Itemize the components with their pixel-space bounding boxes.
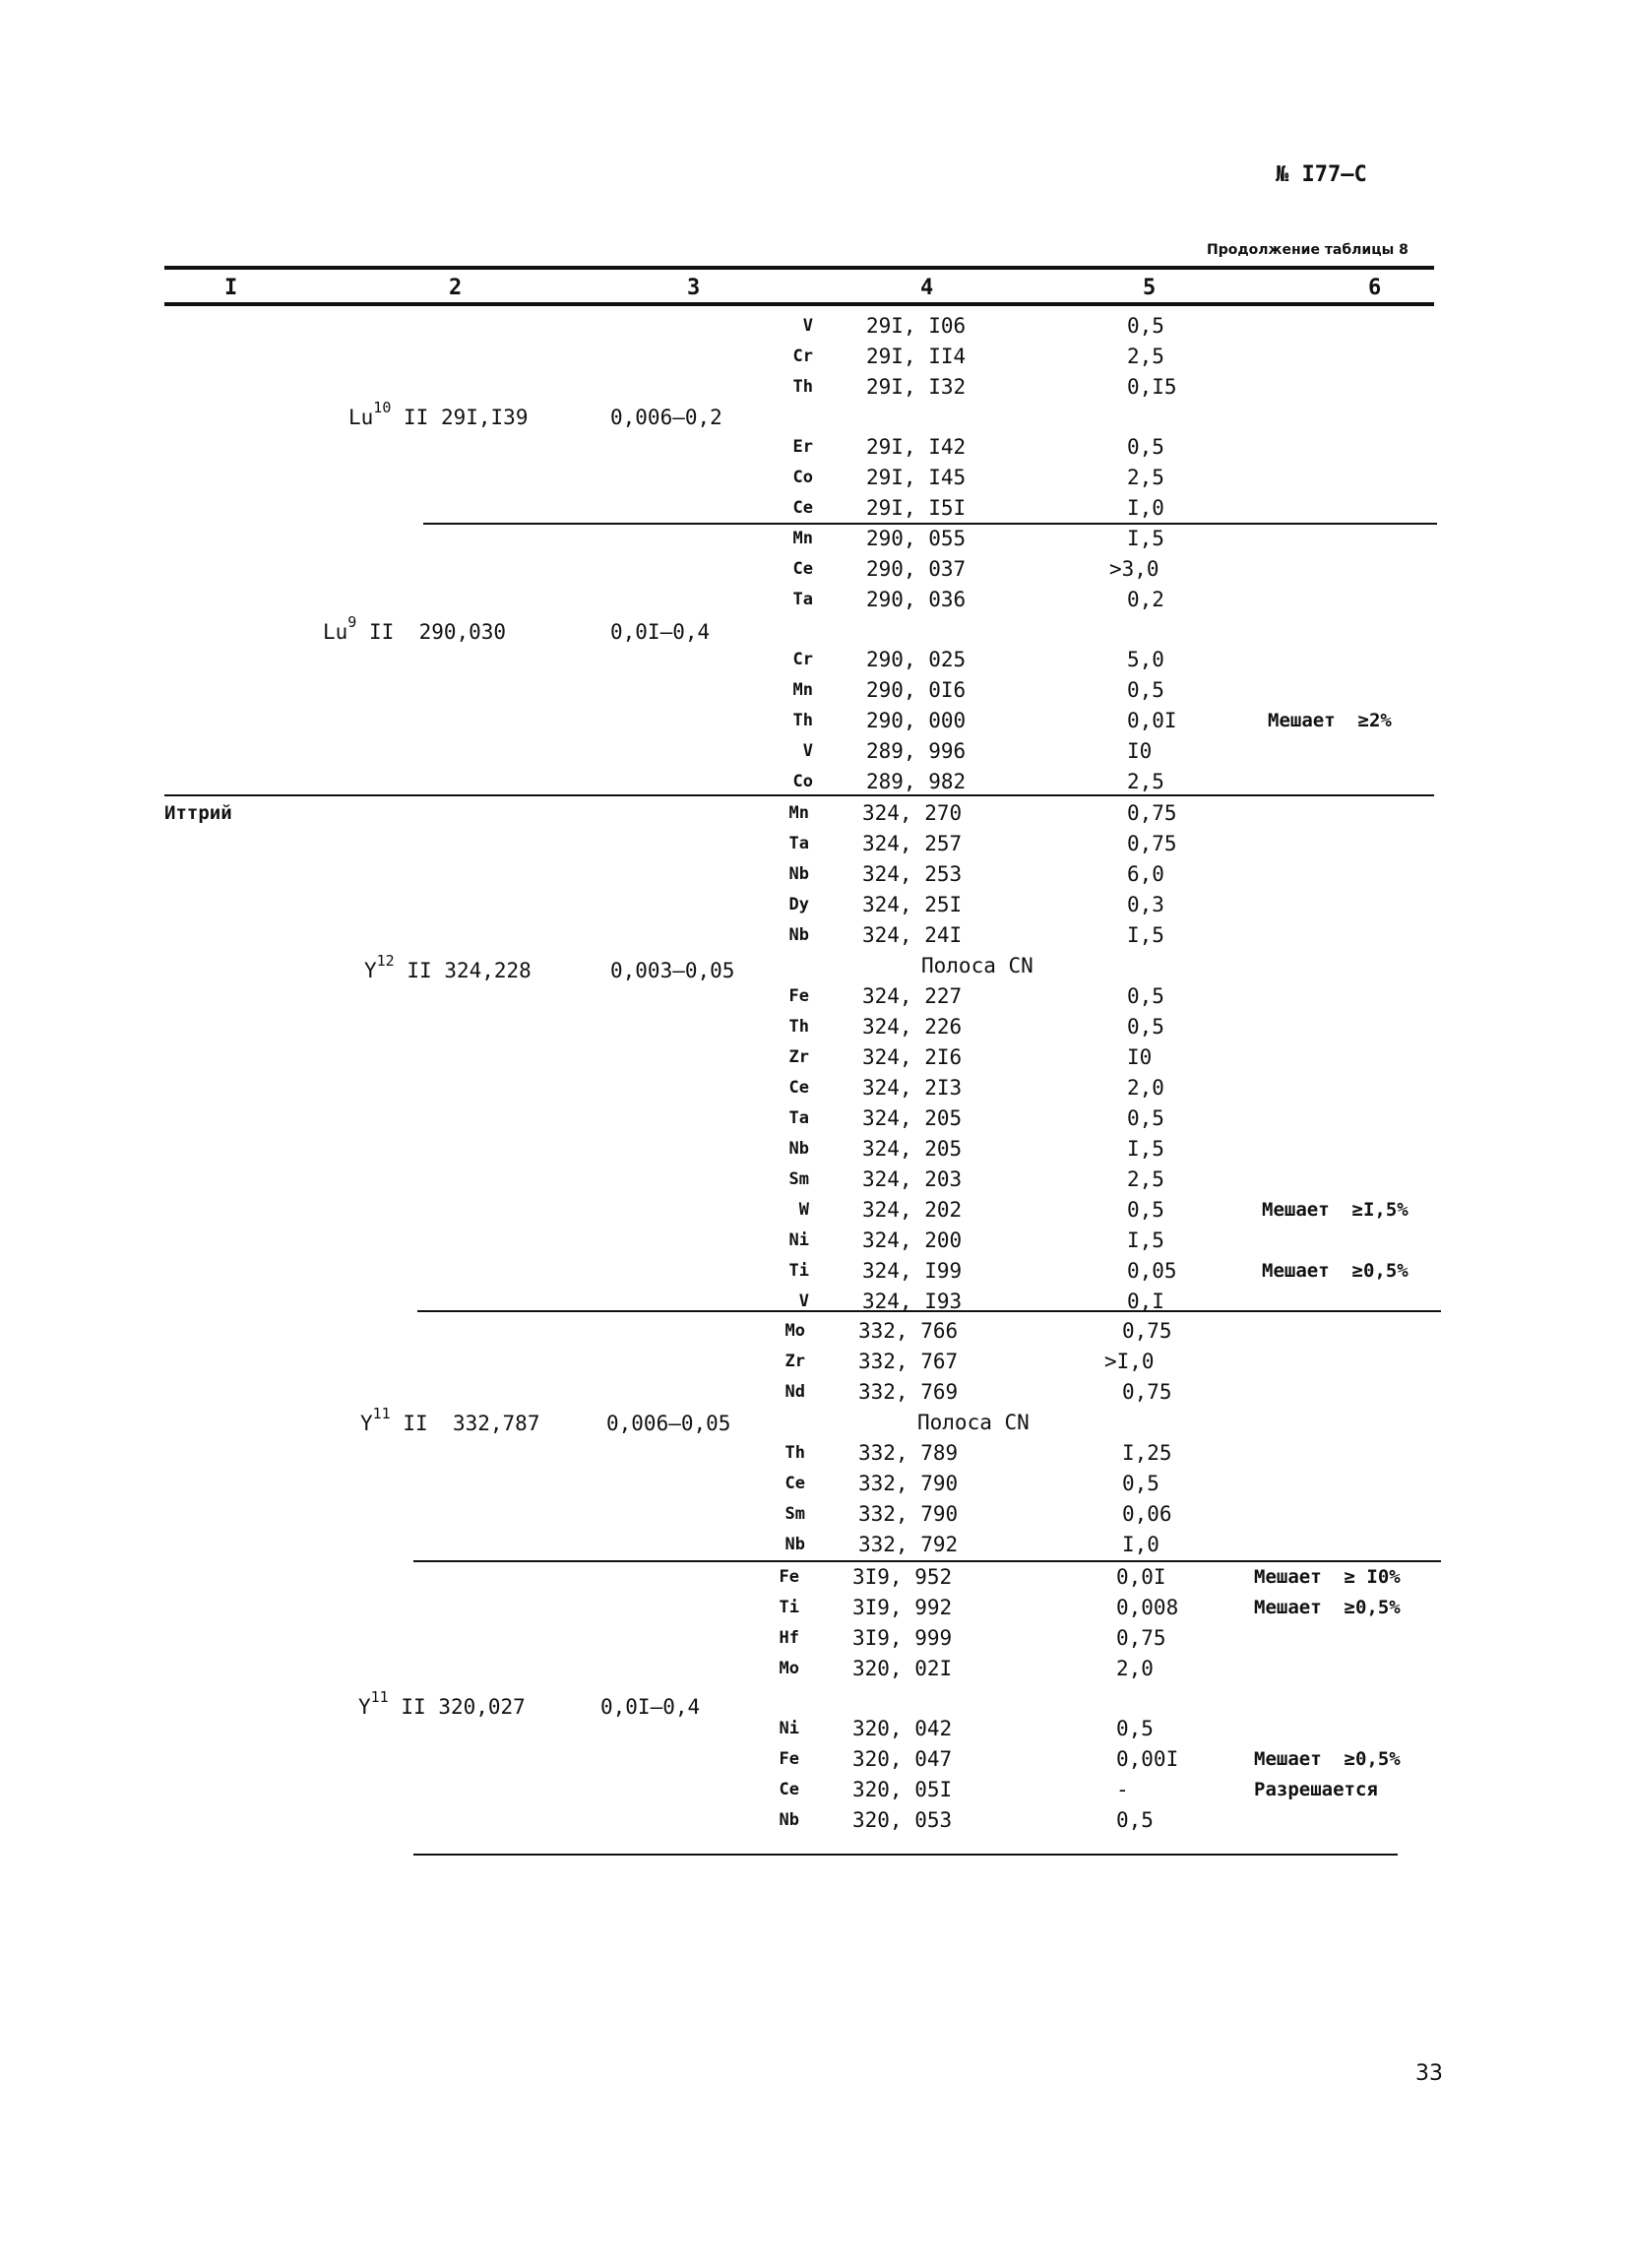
interfering-element: Nb [788,864,809,884]
interfering-wavelength: 3I9, 992 [852,1596,953,1619]
interfering-element: Fe [779,1749,799,1769]
header-bottom-rule [164,302,1434,306]
column-5-value: 0,I5 [1127,375,1177,399]
analytical-line [360,1404,539,1437]
interfering-wavelength: 324, 2I6 [862,1045,963,1069]
line-isotope: 9 [347,613,357,631]
interfering-wavelength: 324, 270 [862,801,963,825]
line-element: Y [360,1412,373,1435]
interfering-wavelength: 3I9, 952 [852,1565,953,1589]
column-5-value: 5,0 [1127,648,1164,671]
interfering-wavelength: 324, I93 [862,1290,963,1313]
line-ion: II [368,620,395,644]
note: Мешает ≥2% [1268,710,1392,731]
interfering-wavelength: 324, 253 [862,862,963,886]
interfering-wavelength: 320, 047 [852,1747,953,1771]
note: Мешает ≥ I0% [1254,1566,1401,1588]
column-header-6: 6 [1368,276,1382,300]
concentration-range: 0,0I–0,4 [610,620,711,644]
interfering-element: Th [792,377,813,397]
column-5-value: 0,5 [1127,1198,1164,1222]
interfering-element: Nb [788,1139,809,1159]
interfering-element: Sm [788,1169,809,1189]
interfering-element: Dy [788,895,809,914]
interfering-wavelength: 320, 02I [852,1657,953,1680]
column-5-value: 0,0I [1116,1565,1166,1589]
column-5-value: 0,0I [1127,709,1177,732]
analytical-line [323,612,506,646]
column-5-value: I,5 [1127,923,1164,947]
interfering-element: Ti [779,1598,799,1617]
line-isotope: 11 [372,1405,391,1422]
line-element: Y [358,1695,371,1719]
table-continuation-caption: Продолжение таблицы 8 [1207,242,1409,258]
interfering-wavelength: 332, 767 [858,1350,959,1373]
concentration-range: 0,0I–0,4 [600,1695,701,1719]
column-5-value: 0,5 [1127,435,1164,459]
line-wavelength: 29I,I39 [440,406,529,429]
column-5-value: 2,5 [1127,345,1164,368]
interfering-element: Mn [792,680,813,700]
interfering-element: Fe [788,986,809,1006]
column-header-1: I [224,276,238,300]
column-5-value: 0,5 [1127,1106,1164,1130]
table-top-rule [164,266,1434,270]
note: Мешает ≥I,5% [1262,1199,1409,1221]
column-5-value: >3,0 [1109,557,1159,581]
interfering-wavelength: 290, 036 [866,588,967,611]
column-5-value: 2,5 [1127,1167,1164,1191]
line-ion: II [404,406,429,429]
interfering-wavelength: 324, 200 [862,1228,963,1252]
section-rule [164,794,1434,796]
interfering-wavelength: 290, 000 [866,709,967,732]
interfering-wavelength: 29I, I32 [866,375,967,399]
interfering-wavelength: 290, 055 [866,527,967,550]
line-ion: II [403,1412,428,1435]
analytical-line [358,1687,526,1721]
interfering-wavelength: 324, 203 [862,1167,963,1191]
interfering-wavelength: 332, 790 [858,1502,959,1526]
interfering-wavelength: 290, 037 [866,557,967,581]
note: Мешает ≥0,5% [1254,1597,1401,1618]
column-5-value: 0,2 [1127,588,1164,611]
line-wavelength: 324,228 [444,959,532,982]
line-ion: II [401,1695,426,1719]
line-wavelength: 320,027 [438,1695,526,1719]
note: Мешает ≥0,5% [1254,1748,1401,1770]
interfering-wavelength: 3I9, 999 [852,1626,953,1650]
column-5-value: I0 [1127,739,1153,763]
interfering-element: Ce [784,1474,805,1493]
interfering-element: Ni [779,1719,799,1738]
interfering-element: Cr [792,346,813,366]
interfering-element: Nb [788,925,809,945]
column-5-value: I,5 [1127,527,1164,550]
interfering-wavelength: 289, 996 [866,739,967,763]
interfering-element: Cr [792,650,813,669]
interfering-element: Mo [784,1321,805,1341]
column-5-value: 6,0 [1127,862,1164,886]
interfering-wavelength: 29I, I42 [866,435,967,459]
page-number: 33 [1415,2061,1443,2086]
interfering-wavelength: 29I, I06 [866,314,967,338]
interfering-wavelength: 324, 24I [862,923,963,947]
interfering-element: Ta [788,834,809,853]
interfering-wavelength: 324, 205 [862,1106,963,1130]
interfering-wavelength: 332, 790 [858,1472,959,1495]
column-5-value: 0,75 [1127,801,1177,825]
column-5-value: 0,75 [1116,1626,1166,1650]
interfering-element: Ce [792,498,813,518]
interfering-element: Mn [792,529,813,548]
line-wavelength: 290,030 [418,620,507,644]
column-5-value: 0,75 [1122,1380,1172,1404]
interfering-element: V [798,1292,809,1311]
interfering-element: V [802,741,813,761]
column-5-value: - [1116,1778,1129,1801]
column-5-value: I,0 [1122,1533,1159,1556]
table-bottom-rule [413,1854,1398,1856]
interfering-element: Hf [779,1628,799,1648]
interfering-wavelength: 290, 025 [866,648,967,671]
interfering-element: Mo [779,1659,799,1678]
column-5-value: 0,5 [1116,1717,1154,1740]
interfering-element: Fe [779,1567,799,1587]
column-5-value: I0 [1127,1045,1153,1069]
interfering-element: W [798,1200,809,1220]
interfering-wavelength: 290, 0I6 [866,678,967,702]
column-5-value: 0,00I [1116,1747,1179,1771]
interfering-element: Ta [788,1108,809,1128]
column-5-value: 0,008 [1116,1596,1179,1619]
interfering-wavelength: 289, 982 [866,770,967,793]
line-element: Y [364,959,377,982]
interfering-element: Sm [784,1504,805,1524]
interfering-element: Th [792,711,813,730]
line-isotope: 10 [373,399,392,416]
column-5-value: 2,5 [1127,466,1164,489]
column-5-value: 2,0 [1116,1657,1154,1680]
line-isotope: 11 [370,1688,389,1706]
column-5-value: 0,3 [1127,893,1164,916]
column-header-3: 3 [687,276,701,300]
interfering-wavelength: 324, 25I [862,893,963,916]
interfering-wavelength: 320, 05I [852,1778,953,1801]
column-5-value: 0,75 [1122,1319,1172,1343]
concentration-range: 0,006–0,05 [606,1412,731,1435]
interfering-element: Mn [788,803,809,823]
column-header-5: 5 [1143,276,1157,300]
analytical-line [348,398,528,431]
interfering-element: Ta [792,590,813,609]
column-5-value: 0,5 [1127,1015,1164,1039]
interfering-wavelength: 324, I99 [862,1259,963,1283]
interfering-element: Th [784,1443,805,1463]
interfering-wavelength: 29I, I45 [866,466,967,489]
column-5-value: 0,5 [1127,314,1164,338]
interfering-element: Co [792,468,813,487]
column-5-value: I,25 [1122,1441,1172,1465]
interfering-wavelength: 324, 202 [862,1198,963,1222]
column-5-value: 2,5 [1127,770,1164,793]
interfering-wavelength: 29I, I5I [866,496,967,520]
interfering-element: Zr [788,1047,809,1067]
column-5-value: 0,5 [1127,984,1164,1008]
column-5-value: 0,I [1127,1290,1164,1313]
note: Мешает ≥0,5% [1262,1260,1409,1282]
note: Разрешается [1254,1779,1378,1800]
interfering-wavelength: 332, 766 [858,1319,959,1343]
analytical-line [364,951,532,984]
interfering-element: Ti [788,1261,809,1281]
interfering-wavelength: 320, 053 [852,1808,953,1832]
interfering-wavelength: 324, 227 [862,984,963,1008]
column-5-value: I,0 [1127,496,1164,520]
interfering-wavelength: 324, 226 [862,1015,963,1039]
column-5-value: I,5 [1127,1228,1164,1252]
interfering-wavelength: Полоса CN [921,954,1033,977]
column-5-value: 0,05 [1127,1259,1177,1283]
section-rule [423,523,1437,525]
interfering-element: Ce [792,559,813,579]
interfering-wavelength: Полоса CN [917,1411,1030,1434]
column-5-value: 0,5 [1127,678,1164,702]
interfering-element: Nd [784,1382,805,1402]
interfering-wavelength: 332, 789 [858,1441,959,1465]
column-5-value: 0,06 [1122,1502,1172,1526]
column-5-value: 0,5 [1122,1472,1159,1495]
interfering-wavelength: 320, 042 [852,1717,953,1740]
interfering-wavelength: 29I, II4 [866,345,967,368]
line-wavelength: 332,787 [452,1412,540,1435]
column-5-value: 2,0 [1127,1076,1164,1100]
column-header-2: 2 [449,276,463,300]
line-element: Lu [323,620,348,644]
interfering-element: Nb [784,1535,805,1554]
column-header-4: 4 [920,276,934,300]
interfering-wavelength: 324, 205 [862,1137,963,1161]
column-5-value: 0,5 [1116,1808,1154,1832]
interfering-element: Nb [779,1810,799,1830]
interfering-element: Zr [784,1352,805,1371]
interfering-wavelength: 324, 2I3 [862,1076,963,1100]
concentration-range: 0,006–0,2 [610,406,722,429]
interfering-element: Co [792,772,813,791]
column-5-value: >I,0 [1104,1350,1155,1373]
interfering-element: Er [792,437,813,457]
column-5-value: I,5 [1127,1137,1164,1161]
interfering-element: Ni [788,1230,809,1250]
group-label-yttrium: Иттрий [164,802,232,824]
column-5-value: 0,75 [1127,832,1177,855]
interfering-wavelength: 332, 792 [858,1533,959,1556]
concentration-range: 0,003–0,05 [610,959,735,982]
interfering-element: Ce [779,1780,799,1799]
interfering-element: Ce [788,1078,809,1098]
line-isotope: 12 [376,952,395,970]
interfering-wavelength: 332, 769 [858,1380,959,1404]
interfering-element: V [802,316,813,336]
document-number: № I77–С [1276,162,1367,187]
line-ion: II [407,959,432,982]
interfering-wavelength: 324, 257 [862,832,963,855]
interfering-element: Th [788,1017,809,1037]
line-element: Lu [348,406,374,429]
section-rule [413,1560,1441,1562]
